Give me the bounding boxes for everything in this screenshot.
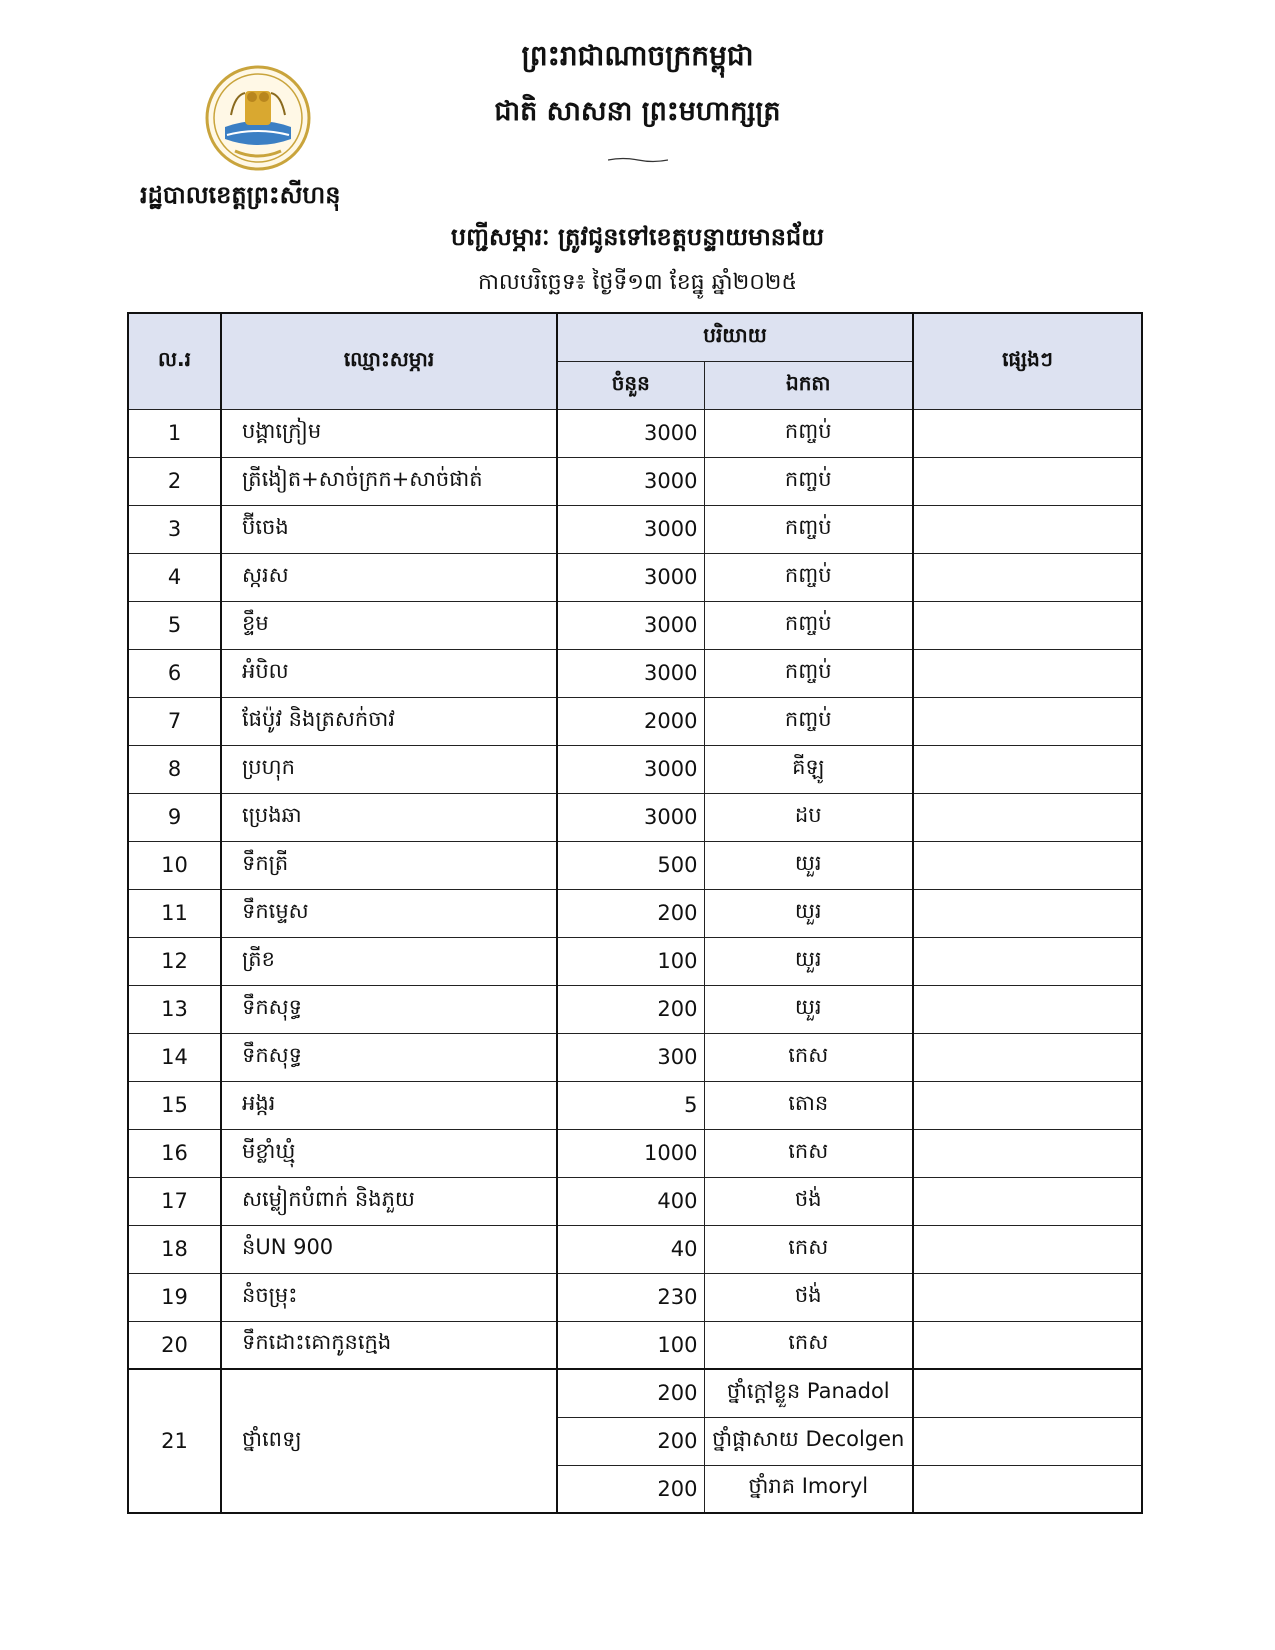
row-number: 2 [128,457,221,505]
item-name: ផែប៉ូវ និងត្រសក់ចាវ [221,697,557,745]
item-name: ទឹកម្ទេស [221,889,557,937]
item-unit: យួរ [704,937,913,985]
row-number: 12 [128,937,221,985]
table-row [128,1081,1142,1129]
item-other [913,1177,1142,1225]
table-row [128,1321,1142,1369]
row-number: 3 [128,505,221,553]
column-header-name: ឈ្មោះសម្ភារ [221,313,557,409]
item-quantity: 200 [557,1369,704,1417]
item-name: ស្ករស [221,553,557,601]
item-other [913,697,1142,745]
row-number: 15 [128,1081,221,1129]
item-other [913,1129,1142,1177]
table-row [128,505,1142,553]
table-row [128,553,1142,601]
item-other [913,1273,1142,1321]
item-quantity: 2000 [557,697,704,745]
row-number: 4 [128,553,221,601]
table-row [128,1129,1142,1177]
item-name: ត្រីខ [221,937,557,985]
item-other [913,1369,1142,1417]
item-name: ប្រហុក [221,745,557,793]
column-header-unit: ឯកតា [704,361,913,409]
item-quantity: 40 [557,1225,704,1273]
item-quantity: 500 [557,841,704,889]
row-number: 11 [128,889,221,937]
item-quantity: 1000 [557,1129,704,1177]
item-quantity: 3000 [557,409,704,457]
item-unit: យួរ [704,985,913,1033]
item-other [913,841,1142,889]
item-quantity: 3000 [557,601,704,649]
item-name: ប្រេងឆា [221,793,557,841]
row-number: 21 [128,1369,221,1513]
item-quantity: 3000 [557,649,704,697]
item-quantity: 200 [557,1417,704,1465]
item-quantity: 3000 [557,745,704,793]
item-quantity: 230 [557,1273,704,1321]
item-other [913,985,1142,1033]
kingdom-heading: ព្រះរាជាណាចក្រកម្ពុជា [521,39,754,72]
item-other [913,1321,1142,1369]
column-header-quantity: ចំនួន [557,361,704,409]
table-row [128,745,1142,793]
item-other [913,1081,1142,1129]
item-quantity: 5 [557,1081,704,1129]
item-name: អំបិល [221,649,557,697]
item-name: បង្គាក្រៀម [221,409,557,457]
item-other [913,1033,1142,1081]
items-table [127,312,1143,1514]
row-number: 20 [128,1321,221,1369]
item-other [913,1225,1142,1273]
table-row [128,889,1142,937]
decorative-divider-icon [0,148,1275,167]
item-quantity: 200 [557,889,704,937]
item-unit: កញ្ចប់ [704,697,913,745]
row-number: 18 [128,1225,221,1273]
item-unit: តោន [704,1081,913,1129]
table-row [128,457,1142,505]
item-other [913,505,1142,553]
table-row [128,793,1142,841]
item-unit: កេស [704,1225,913,1273]
issuing-authority: រដ្ឋបាលខេត្តព្រះសីហនុ [140,181,341,209]
item-unit: កេស [704,1129,913,1177]
provincial-seal-logo-icon [205,65,311,171]
row-number: 16 [128,1129,221,1177]
row-number: 7 [128,697,221,745]
item-unit: ដប [704,793,913,841]
item-other [913,937,1142,985]
row-number: 10 [128,841,221,889]
item-unit: ថ្នាំផ្ដាសាយ Decolgen [704,1417,913,1465]
row-number: 13 [128,985,221,1033]
column-header-no: ល.រ [128,313,221,409]
column-header-other: ផ្សេងៗ [913,313,1142,409]
table-row [128,1273,1142,1321]
item-quantity: 100 [557,1321,704,1369]
item-name: ទឹកសុទ្ធ [221,1033,557,1081]
table-row [128,841,1142,889]
item-name: ថ្នាំពេទ្យ [221,1369,557,1513]
item-name: ទឹកត្រី [221,841,557,889]
item-quantity: 200 [557,985,704,1033]
item-name: ទឹកសុទ្ធ [221,985,557,1033]
column-header-description: បរិយាយ [557,313,913,361]
item-name: នំចម្រុះ [221,1273,557,1321]
item-unit: កេស [704,1033,913,1081]
table-row [128,1177,1142,1225]
item-other [913,409,1142,457]
item-name: ប៊ីចេង [221,505,557,553]
table-row [128,985,1142,1033]
table-row [128,1369,1142,1417]
row-number: 5 [128,601,221,649]
item-quantity: 400 [557,1177,704,1225]
item-name: សម្លៀកបំពាក់ និងភួយ [221,1177,557,1225]
item-unit: យួរ [704,889,913,937]
motto-heading: ជាតិ សាសនា ព្រះមហាក្សត្រ [494,96,781,127]
table-row [128,409,1142,457]
table-row [128,1033,1142,1081]
item-unit: ថ្នាំក្ដៅខ្លួន Panadol [704,1369,913,1417]
item-unit: កញ្ចប់ [704,457,913,505]
item-unit: កញ្ចប់ [704,553,913,601]
item-other [913,889,1142,937]
item-unit: កេស [704,1321,913,1369]
item-quantity: 100 [557,937,704,985]
item-name: នំUN 900 [221,1225,557,1273]
item-name: អង្ករ [221,1081,557,1129]
item-other [913,1465,1142,1513]
table-row [128,601,1142,649]
item-name: មីខ្លាំឃ្មុំ [221,1129,557,1177]
item-unit: កញ្ចប់ [704,601,913,649]
item-name: ខ្ទឹម [221,601,557,649]
item-other [913,1417,1142,1465]
item-name: ត្រីងៀត+សាច់ក្រក+សាច់ផាត់ [221,457,557,505]
item-other [913,601,1142,649]
item-quantity: 3000 [557,553,704,601]
item-unit: ថ្នាំរាគ Imoryl [704,1465,913,1513]
row-number: 17 [128,1177,221,1225]
item-unit: ថង់ [704,1273,913,1321]
row-number: 8 [128,745,221,793]
document-date: កាលបរិច្ឆេទ៖ ថ្ងៃទី១៣ ខែធ្នូ ឆ្នាំ២០២៥ [477,270,798,295]
item-other [913,793,1142,841]
table-row [128,697,1142,745]
item-unit: ថង់ [704,1177,913,1225]
item-unit: យួរ [704,841,913,889]
item-unit: កញ្ចប់ [704,649,913,697]
item-unit: គីឡូ [704,745,913,793]
item-other [913,745,1142,793]
table-row [128,649,1142,697]
item-quantity: 3000 [557,457,704,505]
row-number: 1 [128,409,221,457]
table-row [128,1225,1142,1273]
row-number: 19 [128,1273,221,1321]
item-quantity: 3000 [557,505,704,553]
row-number: 6 [128,649,221,697]
item-other [913,553,1142,601]
row-number: 9 [128,793,221,841]
item-other [913,649,1142,697]
item-unit: កញ្ចប់ [704,409,913,457]
table-row [128,937,1142,985]
item-quantity: 200 [557,1465,704,1513]
item-quantity: 300 [557,1033,704,1081]
item-other [913,457,1142,505]
document-title: បញ្ជីសម្ភារៈ ត្រូវជូនទៅខេត្តបន្ទាយមានជ័យ [450,223,825,251]
item-name: ទឹកដោះគោកូនក្មេង [221,1321,557,1369]
item-unit: កញ្ចប់ [704,505,913,553]
item-quantity: 3000 [557,793,704,841]
row-number: 14 [128,1033,221,1081]
